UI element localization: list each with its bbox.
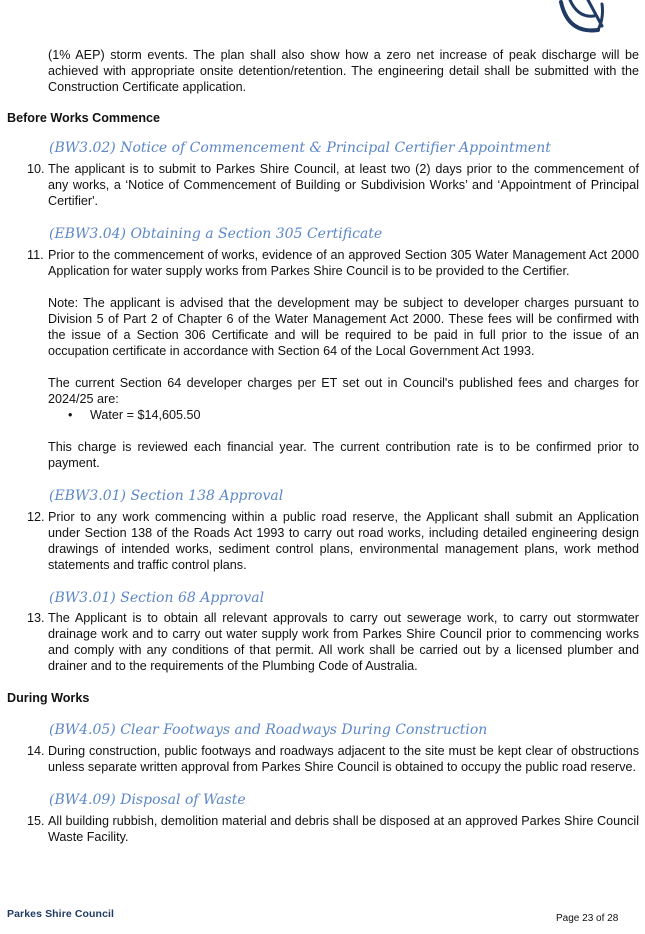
charges-intro: The current Section 64 developer charges per ET set out in Council's published fees and charges for 2024/25 are: [48,376,639,406]
condition-heading: (EBW3.01) Section 138 Approval [49,488,284,504]
condition-text: Prior to the commencement of works, evidence of an approved Section 305 Water Management Act 2000 Application for water supply works from Parkes Shire Council is to be provided to the Certifier. [48,248,639,278]
condition-number: 12. [27,510,45,524]
continuation-paragraph: (1% AEP) storm events. The plan shall also show how a zero net increase of peak discharge will be achieved with appropriate onsite detention/retention. The engineering detail shall be submitted with the Construction Certificate application. [48,48,639,94]
page-number: Page 23 of 28 [556,913,619,924]
condition-number: 15. [27,814,45,828]
bullet-dot: • [68,408,73,422]
condition-number: 14. [27,744,45,758]
charge-review-text: This charge is reviewed each financial year. The current contribution rate is to be confirmed prior to payment. [48,440,639,470]
condition-heading: (BW3.02) Notice of Commencement & Principal Certifier Appointment [49,140,551,156]
condition-text: During construction, public footways and roadways adjacent to the site must be kept clear of obstructions unless separate written approval from Parkes Shire Council is obtained to occupy the public road reserve. [48,744,639,774]
condition-heading: (BW3.01) Section 68 Approval [49,590,265,606]
condition-text: All building rubbish, demolition material and debris shall be disposed at an approved Parkes Shire Council Waste Facility. [48,814,639,844]
council-logo-icon [558,0,608,36]
condition-number: 10. [27,162,45,176]
bullet-item-water: Water = $14,605.50 [90,408,201,422]
section-heading-during-works: During Works [7,691,90,705]
footer-organisation: Parkes Shire Council [7,908,115,920]
section-heading-before-works: Before Works Commence [7,111,161,125]
condition-heading: (EBW3.04) Obtaining a Section 305 Certificate [49,226,383,242]
condition-text: The applicant is to submit to Parkes Shire Council, at least two (2) days prior to the commencement of any works, a ‘Notice of Commencement of Building or Subdivision Works’ and ‘Appointment of Principal Certifier'. [48,162,639,208]
condition-number: 13. [27,611,45,625]
condition-heading: (BW4.09) Disposal of Waste [49,792,246,808]
condition-heading: (BW4.05) Clear Footways and Roadways During Construction [49,722,488,738]
condition-number: 11. [27,248,44,262]
condition-text: The Applicant is to obtain all relevant approvals to carry out sewerage work, to carry out stormwater drainage work and to carry out water supply work from Parkes Shire Council prior to commencing works and comply with any conditions of that permit. All work shall be carried out by a licensed plumber and drainer and to the requirements of the Plumbing Code of Australia. [48,611,639,673]
condition-note: Note: The applicant is advised that the development may be subject to developer charges pursuant to Division 5 of Part 2 of Chapter 6 of the Water Management Act 2000. These fees will be confirmed with the issue of a Section 306 Certificate and will be required to be paid in full prior to the issue of an occupation certificate in accordance with Section 64 of the Local Government Act 1993. [48,296,639,358]
condition-text: Prior to any work commencing within a public road reserve, the Applicant shall submit an Application under Section 138 of the Roads Act 1993 to carry out road works, including detailed engineering design drawings of intended works, sediment control plans, environmental management plans, work method statements and traffic control plans. [48,510,639,572]
